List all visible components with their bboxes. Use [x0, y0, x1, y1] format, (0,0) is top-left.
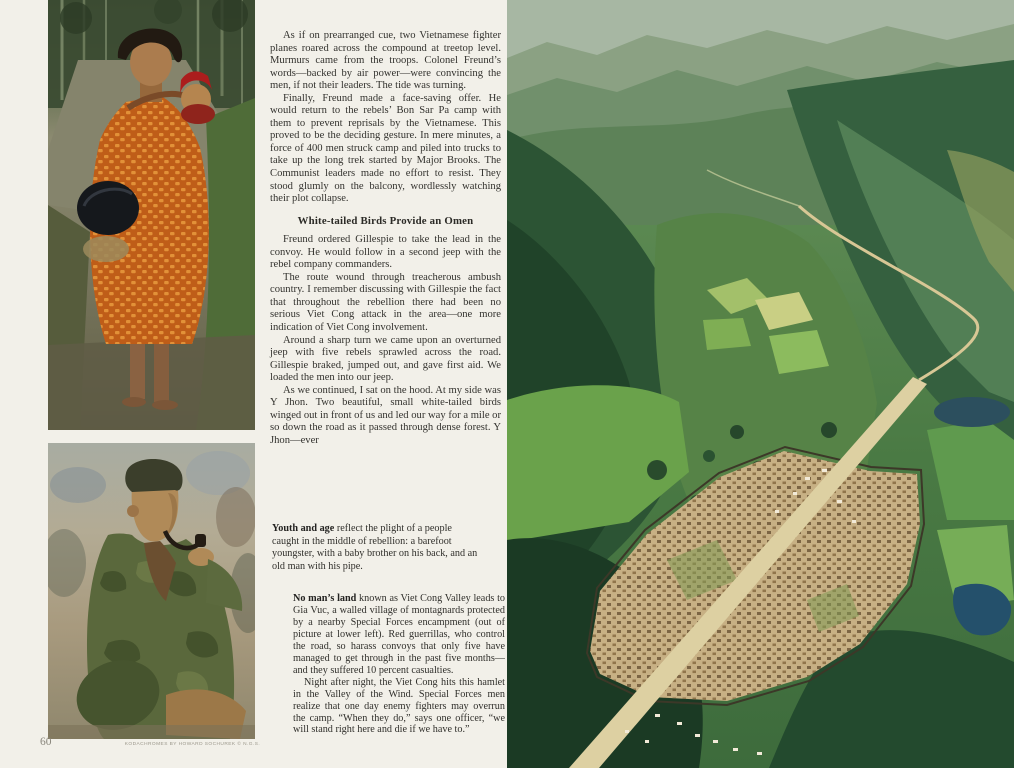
body-paragraph: The route wound through treacherous ambush country. I remember discussing with Gillespie the fact that throughout the rebellion there had been no serious Viet Cong attack in the area—one more indication of Viet Cong involvement.	[270, 271, 501, 334]
caption-paragraph: Night after night, the Viet Cong hits this hamlet in the Valley of the Wind. Special Forces men realize that one day enemy fighters may overrun the camp. “When they do,” says one officer, “we will stand right here and die if we have to.”	[293, 676, 505, 736]
body-paragraph: As if on prearranged cue, two Vietnamese fighter planes roared across the compound at treetop level. Murmurs came from the troops. Colonel Freund’s words—backed by air power—were convincing the men, if not their leaders. The tide was turning.	[270, 30, 501, 92]
caption-lead-in: Youth and age	[272, 523, 335, 534]
ground-strip	[48, 725, 255, 739]
baby-wrap	[181, 104, 215, 124]
boy-photo-illustration	[48, 0, 255, 430]
page-number: 60	[40, 736, 52, 748]
photo-credit: KODACHROMES BY HOWARD SOCHUREK © N.G.S.	[124, 742, 261, 747]
photo-old-man-with-pipe	[48, 443, 255, 739]
hat-bundle	[83, 236, 129, 262]
bare-foot-left	[122, 397, 146, 407]
boy-leg-right	[154, 344, 169, 402]
boy-leg-left	[130, 344, 145, 399]
pond	[934, 397, 1010, 427]
section-heading: White-tailed Birds Provide an Omen	[297, 214, 474, 227]
foreground-dirt	[48, 335, 255, 430]
photo-aerial-viet-cong-valley	[507, 0, 1014, 768]
body-paragraph: Around a sharp turn we came upon an overturned jeep with five rebels sprawled across the road. Gillespie braked, jumped out, and gave first aid. We loaded the men into our jeep.	[270, 334, 501, 384]
caption-youth-and-age	[272, 523, 480, 573]
pipe-bowl	[195, 534, 206, 547]
article-column	[270, 30, 501, 448]
body-paragraph: As we continued, I sat on the hood. At my side was Y Jhon. Two beautiful, small white-tailed birds winged out in front of us and led our way for a mile or so down the road as it passed through dense forest. Y Jhon—ever	[270, 384, 501, 446]
caption-no-mans-land	[293, 593, 505, 736]
body-paragraph: Finally, Freund made a face-saving offer. He would return to the rebels’ Bon Sar Pa camp with them to prevent reprisals by the Vietnamese. This proved to be the deciding gesture. In mere minutes, a force of 400 men struck camp and piled into trucks to take up the long trek started by Major Brooks. The Communist leaders made no effort to resist. They stood glumly on the balcony, wordlessly watching their plot collapse.	[270, 92, 501, 205]
caption-lead-in: No man’s land	[293, 593, 357, 604]
aerial-photo-illustration	[507, 0, 1014, 768]
bare-foot-right	[152, 400, 178, 410]
body-paragraph: Freund ordered Gillespie to take the lead in the convoy. He would follow in a second jeep with the rebel company commanders.	[270, 234, 501, 271]
photo-boy-with-baby	[48, 0, 255, 430]
old-man-photo-illustration	[48, 443, 255, 739]
caption-text: reflect the plight of a people caught in the middle of rebellion: a barefoot youngster, with a baby brother on his back, and an old man with his pipe.	[272, 523, 478, 572]
ear	[127, 505, 139, 517]
caption-text: known as Viet Cong Valley leads to Gia Vuc, a walled village of montagnards protected by a nearby Special Forces encampment (out of picture at lower left). Red guerrillas, who control the road, so harass convoys that only five have managed to get through in the past five months—and they suffered 10 percent casualties.	[293, 593, 505, 676]
